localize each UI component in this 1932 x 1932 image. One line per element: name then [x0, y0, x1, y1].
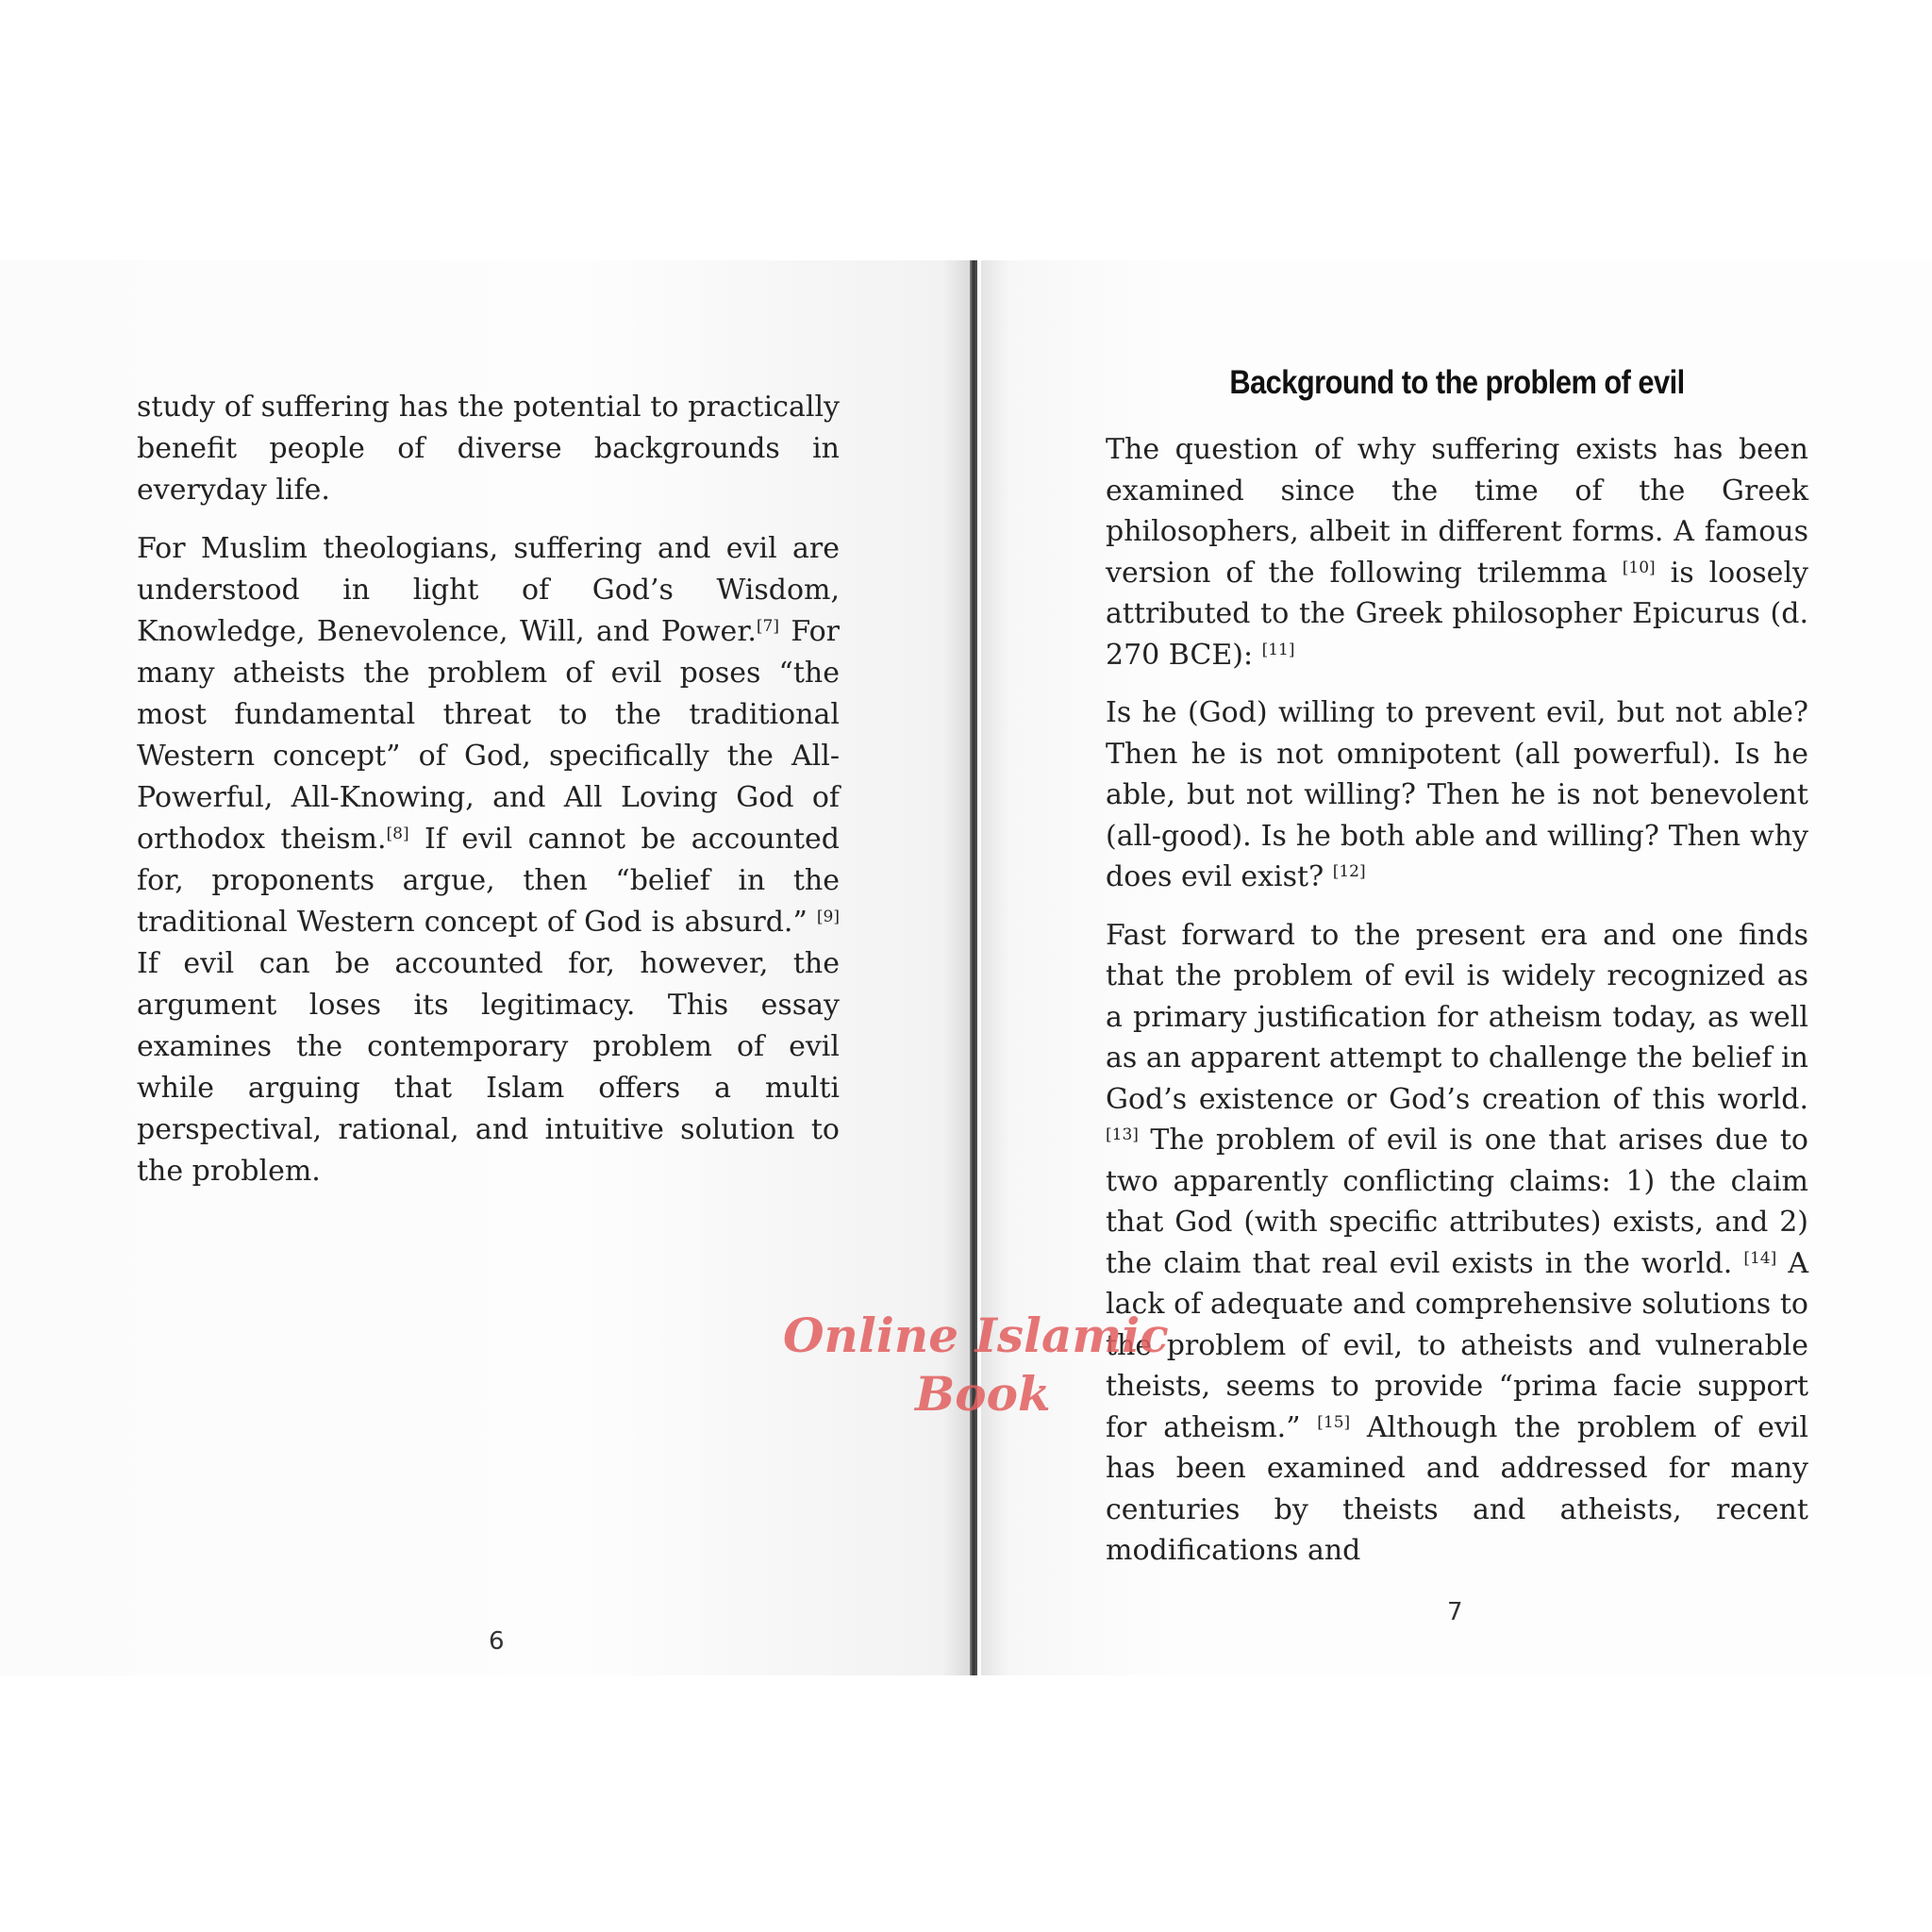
footnote-ref-14: [14]: [1743, 1248, 1777, 1268]
right-page-number: 7: [1447, 1598, 1463, 1626]
footnote-ref-9: [9]: [816, 908, 840, 926]
watermark-line-1: Online Islamic: [783, 1307, 1169, 1363]
left-page-body: [137, 387, 840, 1209]
footnote-ref-11: [11]: [1261, 640, 1295, 659]
footnote-ref-7: [7]: [756, 617, 779, 636]
footnote-ref-10: [10]: [1622, 558, 1656, 577]
left-paragraph-1: study of suffering has the potential to practically benefit people of diverse backgrounds in everyday life.: [137, 391, 840, 507]
footnote-ref-15: [15]: [1317, 1412, 1351, 1432]
right-paragraph-3: Fast forward to the present era and one finds that the problem of evil is widely recognized as a primary justification for atheism today, as well as an apparent attempt to challenge the belief in God’s existence or God’s creation of this world. [13] The problem of evil is one that arises due to two apparently conflicting claims: 1) the claim that God (with specific attributes) exists, and 2) the claim that real evil exists in the world. [14] A lack of adequate and comprehensive solutions to the problem of evil, to atheists and vulnerable theists, seems to provide “prima facie support for atheism.” [15] Although the problem of evil has been examined and addressed for many centuries by theists and atheists, recent modifications and: [1106, 918, 1809, 1567]
section-heading: Background to the problem of evil: [1229, 364, 1685, 401]
left-paragraph-2: For Muslim theologians, suffering and evil are understood in light of God’s Wisdom, Knowledge, Benevolence, Will, and Power.[7] For many atheists the problem of evil poses “the most fundamental threat to the traditional Western concept” of God, specifically the All-Powerful, All-Knowing, and All Loving God of orthodox theism.[8] If evil cannot be accounted for, proponents argue, then “belief in the traditional Western concept of God is absurd.” [9] If evil can be accounted for, however, the argument loses its legitimacy. This essay examines the contemporary problem of evil while arguing that Islam offers a multi perspectival, rational, and intuitive solution to the problem.: [137, 532, 840, 1188]
right-paragraph-2-quote: Is he (God) willing to prevent evil, but not able? Then he is not omnipotent (all powerful). Is he able, but not willing? Then he is not benevolent (all-good). Is he both able and willing? Then why does evil exist? [12]: [1106, 696, 1808, 893]
right-page-body: [1106, 429, 1808, 1589]
left-page-number: 6: [489, 1627, 505, 1656]
footnote-ref-8: [8]: [386, 824, 409, 843]
right-paragraph-1: The question of why suffering exists has been examined since the time of the Greek philosophers, albeit in different forms. A famous version of the following trilemma [10] is loosely attributed to the Greek philosopher Epicurus (d. 270 BCE): [11]: [1106, 433, 1808, 672]
footnote-ref-13: [13]: [1106, 1125, 1139, 1144]
watermark-line-2: Book: [915, 1366, 1051, 1422]
footnote-ref-12: [12]: [1332, 862, 1366, 881]
book-spine: [970, 260, 977, 1675]
